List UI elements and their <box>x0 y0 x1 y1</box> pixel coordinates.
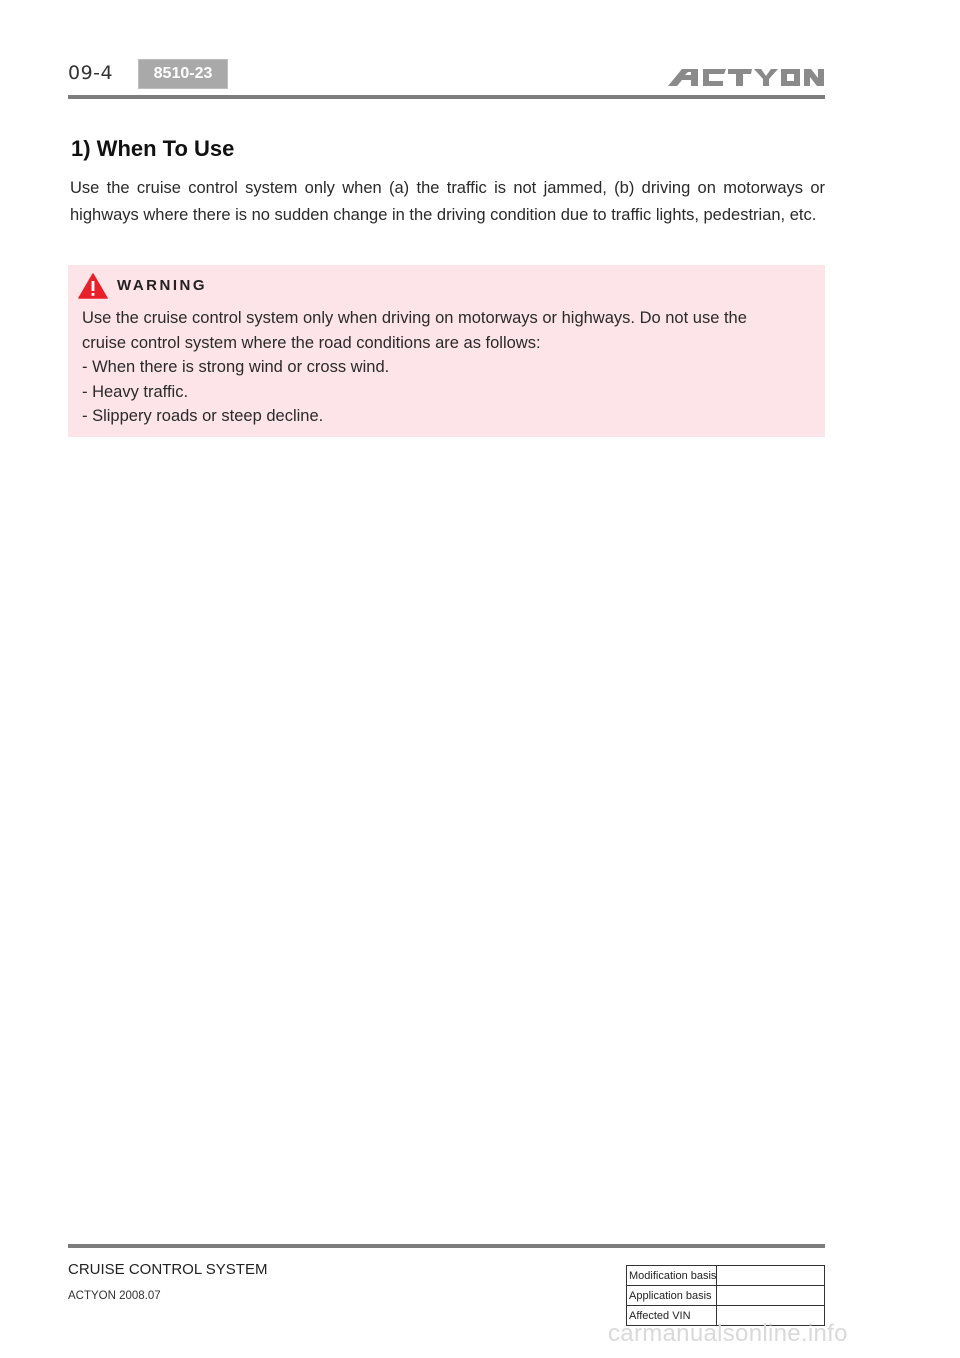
section-title: 1) When To Use <box>71 136 235 161</box>
warning-line: - Slippery roads or steep decline. <box>82 407 324 425</box>
page-number: 09-4 <box>68 62 114 84</box>
section-body: Use the cruise control system only when (a) the traffic is not jammed, (b) driving on motorways or highways where there is no sudden change in the driving condition due to traffic lights, pedestrian, etc. <box>70 179 825 224</box>
revision-info-table <box>626 1265 825 1326</box>
table-label: Application basis <box>627 1286 717 1306</box>
footer-model-date: ACTYON 2008.07 <box>68 1290 161 1302</box>
warning-line: Use the cruise control system only when driving on motorways or highways. Do not use the <box>82 309 747 327</box>
header-divider <box>68 95 825 99</box>
warning-triangle-icon <box>78 273 108 299</box>
footer-divider <box>68 1244 825 1248</box>
actyon-logo <box>668 66 824 88</box>
watermark-text: carmanualsonline.info <box>608 1320 848 1347</box>
footer-section-name: CRUISE CONTROL SYSTEM <box>68 1261 268 1278</box>
table-label: Modification basis <box>627 1266 717 1286</box>
section-code-badge: 8510-23 <box>138 59 228 89</box>
warning-line: cruise control system where the road conditions are as follows: <box>82 333 541 352</box>
table-row <box>627 1286 825 1306</box>
warning-line: - Heavy traffic. <box>82 382 189 401</box>
table-value <box>717 1286 825 1306</box>
warning-line: - When there is strong wind or cross wind. <box>82 358 390 376</box>
table-value <box>717 1266 825 1286</box>
warning-body <box>82 306 812 429</box>
warning-title: WARNING <box>117 277 207 294</box>
warning-box <box>68 265 825 437</box>
table-row <box>627 1266 825 1286</box>
table-label: Affected VIN <box>627 1306 717 1326</box>
